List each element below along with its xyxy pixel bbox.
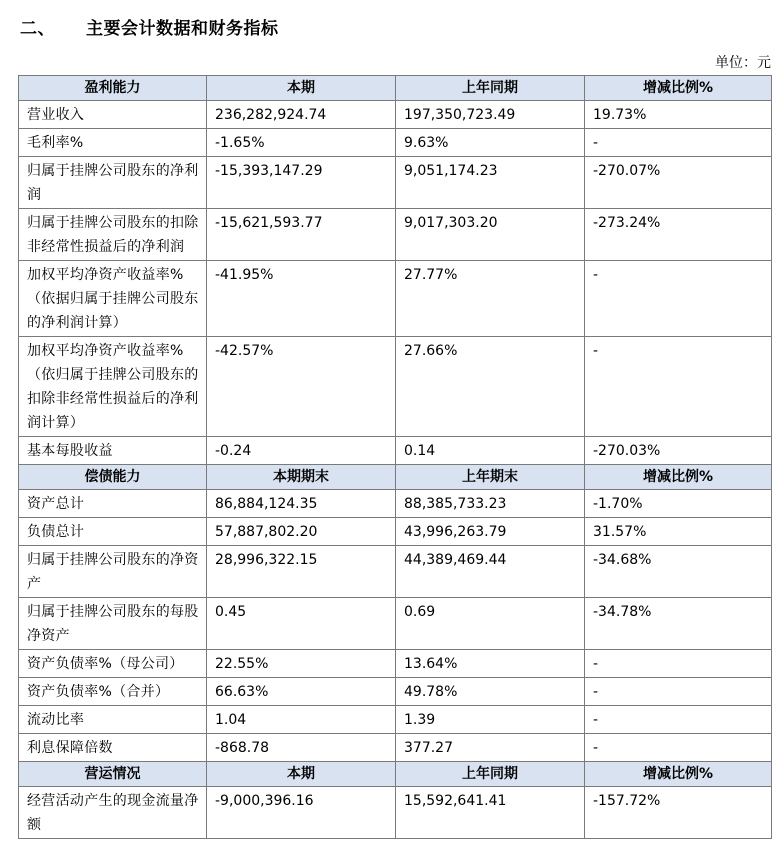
cell-value: 43,996,263.79 <box>396 518 585 546</box>
cell-value: 31.57% <box>585 518 772 546</box>
cell-value: - <box>585 706 772 734</box>
column-header: 增减比例% <box>585 465 772 490</box>
cell-value: -41.95% <box>207 261 396 337</box>
row-label: 流动比率 <box>19 706 207 734</box>
section-number: 二、 <box>20 19 55 39</box>
operations-header-row <box>19 762 772 787</box>
cell-value: -270.03% <box>585 437 772 465</box>
cell-value: 0.14 <box>396 437 585 465</box>
cell-value: 86,884,124.35 <box>207 490 396 518</box>
cell-value: -270.07% <box>585 157 772 209</box>
table-row <box>19 678 772 706</box>
table-row <box>19 490 772 518</box>
cell-value: 9.63% <box>396 129 585 157</box>
column-header: 营运情况 <box>19 762 207 787</box>
cell-value: -1.70% <box>585 490 772 518</box>
cell-value: 1.39 <box>396 706 585 734</box>
column-header: 增减比例% <box>585 76 772 101</box>
row-label: 负债总计 <box>19 518 207 546</box>
table-row <box>19 101 772 129</box>
row-label: 毛利率% <box>19 129 207 157</box>
cell-value: 27.77% <box>396 261 585 337</box>
cell-value: 13.64% <box>396 650 585 678</box>
section-title: 主要会计数据和财务指标 <box>86 19 279 39</box>
unit-label: 单位：元 <box>715 55 771 71</box>
solvency-header-row <box>19 465 772 490</box>
table-row <box>19 209 772 261</box>
cell-value: 0.69 <box>396 598 585 650</box>
cell-value: -42.57% <box>207 337 396 437</box>
row-label: 经营活动产生的现金流量净额 <box>19 787 207 839</box>
table-row <box>19 706 772 734</box>
cell-value: 22.55% <box>207 650 396 678</box>
cell-value: -34.78% <box>585 598 772 650</box>
table-row <box>19 437 772 465</box>
column-header: 本期期末 <box>207 465 396 490</box>
cell-value: 44,389,469.44 <box>396 546 585 598</box>
column-header: 本期 <box>207 762 396 787</box>
cell-value: 19.73% <box>585 101 772 129</box>
cell-value: 49.78% <box>396 678 585 706</box>
section-heading <box>20 14 279 39</box>
cell-value: -0.24 <box>207 437 396 465</box>
table-row <box>19 734 772 762</box>
table-row <box>19 129 772 157</box>
profitability-header-row <box>19 76 772 101</box>
cell-value: 197,350,723.49 <box>396 101 585 129</box>
cell-value: 236,282,924.74 <box>207 101 396 129</box>
table-row <box>19 787 772 839</box>
row-label: 基本每股收益 <box>19 437 207 465</box>
column-header: 盈利能力 <box>19 76 207 101</box>
cell-value: - <box>585 734 772 762</box>
row-label: 资产负债率%（母公司） <box>19 650 207 678</box>
column-header: 本期 <box>207 76 396 101</box>
cell-value: 1.04 <box>207 706 396 734</box>
cell-value: 57,887,802.20 <box>207 518 396 546</box>
cell-value: -15,621,593.77 <box>207 209 396 261</box>
cell-value: 9,051,174.23 <box>396 157 585 209</box>
row-label: 营业收入 <box>19 101 207 129</box>
cell-value: - <box>585 337 772 437</box>
table-row <box>19 337 772 437</box>
column-header: 上年同期 <box>396 762 585 787</box>
cell-value: -9,000,396.16 <box>207 787 396 839</box>
cell-value: 27.66% <box>396 337 585 437</box>
cell-value: -868.78 <box>207 734 396 762</box>
table-row <box>19 546 772 598</box>
table-row <box>19 650 772 678</box>
cell-value: - <box>585 678 772 706</box>
column-header: 上年同期 <box>396 76 585 101</box>
column-header: 偿债能力 <box>19 465 207 490</box>
cell-value: -157.72% <box>585 787 772 839</box>
row-label: 归属于挂牌公司股东的净利润 <box>19 157 207 209</box>
row-label: 利息保障倍数 <box>19 734 207 762</box>
cell-value: - <box>585 129 772 157</box>
row-label: 加权平均净资产收益率%（依据归属于挂牌公司股东的净利润计算） <box>19 261 207 337</box>
column-header: 增减比例% <box>585 762 772 787</box>
row-label: 归属于挂牌公司股东的扣除非经常性损益后的净利润 <box>19 209 207 261</box>
row-label: 资产总计 <box>19 490 207 518</box>
row-label: 资产负债率%（合并） <box>19 678 207 706</box>
cell-value: 28,996,322.15 <box>207 546 396 598</box>
financial-indicators-table <box>18 75 772 839</box>
cell-value: -1.65% <box>207 129 396 157</box>
table-body <box>19 76 772 839</box>
cell-value: 88,385,733.23 <box>396 490 585 518</box>
row-label: 归属于挂牌公司股东的净资产 <box>19 546 207 598</box>
cell-value: 66.63% <box>207 678 396 706</box>
cell-value: -15,393,147.29 <box>207 157 396 209</box>
cell-value: -273.24% <box>585 209 772 261</box>
cell-value: 15,592,641.41 <box>396 787 585 839</box>
row-label: 归属于挂牌公司股东的每股净资产 <box>19 598 207 650</box>
cell-value: 9,017,303.20 <box>396 209 585 261</box>
cell-value: - <box>585 261 772 337</box>
cell-value: 377.27 <box>396 734 585 762</box>
table-row <box>19 598 772 650</box>
table-row <box>19 518 772 546</box>
cell-value: - <box>585 650 772 678</box>
row-label: 加权平均净资产收益率%（依归属于挂牌公司股东的扣除非经常性损益后的净利润计算） <box>19 337 207 437</box>
table-row <box>19 157 772 209</box>
column-header: 上年期末 <box>396 465 585 490</box>
cell-value: 0.45 <box>207 598 396 650</box>
cell-value: -34.68% <box>585 546 772 598</box>
table-row <box>19 261 772 337</box>
